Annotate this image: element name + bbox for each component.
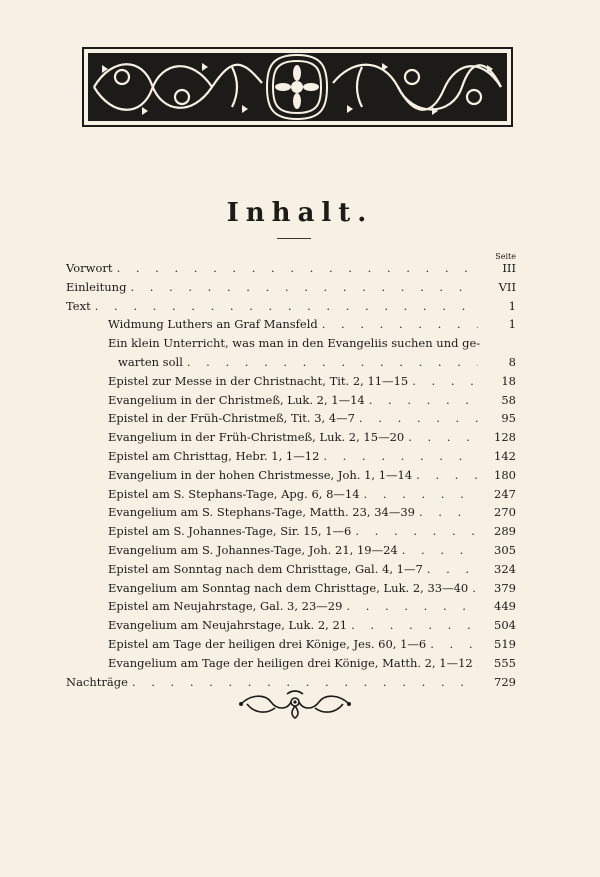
toc-entry-label: Text <box>66 298 91 313</box>
toc-entry-page-number: 58 <box>501 392 516 407</box>
toc-entry-page-number: 270 <box>494 505 516 520</box>
toc-entry-page-number: 142 <box>494 448 516 463</box>
leader-dots <box>95 297 478 316</box>
toc-entry <box>66 466 516 485</box>
toc-entry <box>66 278 516 297</box>
toc-entry-page-number: 128 <box>494 430 516 445</box>
toc-entry <box>66 409 516 428</box>
title-rule-divider <box>277 238 311 239</box>
toc-entry-page-number: 95 <box>501 411 516 426</box>
toc-entry-page-number: 449 <box>494 599 516 614</box>
toc-entry-label: Vorwort <box>66 261 113 275</box>
leader-dots <box>408 428 478 447</box>
toc-entry <box>66 635 516 654</box>
leader-dots <box>412 372 478 391</box>
toc-entry-label: Einleitung <box>66 279 127 294</box>
leader-dots <box>130 278 478 297</box>
headpiece-ornament <box>82 47 513 127</box>
leader-dots <box>402 541 478 560</box>
toc-entry <box>66 353 516 372</box>
toc-entry-page-number: 8 <box>508 354 516 369</box>
toc-entry <box>66 522 516 541</box>
toc-entry-page-number: 289 <box>494 524 516 539</box>
toc-entry <box>66 297 516 316</box>
leader-dots <box>359 409 478 428</box>
leader-dots <box>472 579 478 598</box>
toc-entry-page-number: 729 <box>494 674 516 689</box>
toc-entry <box>66 372 516 391</box>
toc-entry <box>66 447 516 466</box>
toc-entry-label: Epistel am Christtag, Hebr. 1, 1—12 <box>108 448 320 463</box>
leader-dots <box>369 391 478 410</box>
table-of-contents <box>66 259 516 691</box>
toc-entry-page-number: 555 <box>494 655 516 670</box>
toc-entry-label: Epistel am S. Johannes-Tage, Sir. 15, 1—6 <box>108 524 352 539</box>
leader-dots <box>427 560 478 579</box>
toc-entry-label: Evangelium am Tage der heiligen drei Könige, Matth. 2, 1—12 <box>108 655 473 670</box>
toc-entry-label: Epistel am Tage der heiligen drei Könige, Jes. 60, 1—6 <box>108 636 427 651</box>
toc-entry <box>66 334 516 353</box>
toc-entry <box>66 560 516 579</box>
leader-dots <box>477 654 478 673</box>
toc-entry-label: Epistel zur Messe in der Christnacht, Tit. 2, 11—15 <box>108 373 409 388</box>
toc-entry-label: Evangelium in der hohen Christmesse, Joh. 1, 1—14 <box>108 467 413 482</box>
toc-entry-page-number: 247 <box>494 486 516 501</box>
leader-dots <box>187 353 478 372</box>
toc-entry-page-number: 18 <box>501 373 516 388</box>
toc-entry-label: Evangelium am Neujahrstage, Luk. 2, 21 <box>108 618 348 633</box>
leader-dots <box>355 522 478 541</box>
toc-entry-label: Ein klein Unterricht, was man in den Evangeliis suchen und ge- <box>108 336 481 351</box>
toc-entry <box>66 391 516 410</box>
leader-dots <box>430 635 478 654</box>
toc-entry-label: warten soll <box>118 354 183 369</box>
toc-entry-page-number: 324 <box>494 561 516 576</box>
toc-entry-label: Evangelium am S. Stephans-Tage, Matth. 23, 34—39 <box>108 505 415 520</box>
page-column-header: Seite <box>495 252 516 261</box>
leader-dots <box>323 447 478 466</box>
leader-dots <box>322 315 478 334</box>
toc-entry <box>66 579 516 598</box>
toc-entry-label: Epistel am Sonntag nach dem Christtage, Gal. 4, 1—7 <box>108 561 423 576</box>
leader-dots <box>346 597 478 616</box>
toc-entry-label: Nachträge <box>66 674 128 689</box>
toc-entry-page-number: 1 <box>508 317 516 332</box>
toc-entry-label: Epistel in der Früh-Christmeß, Tit. 3, 4—7 <box>108 411 355 426</box>
toc-entry <box>66 315 516 334</box>
toc-entry-label: Epistel am Neujahrstage, Gal. 3, 23—29 <box>108 599 343 614</box>
toc-entry-page-number: 1 <box>508 298 516 313</box>
toc-entry <box>66 541 516 560</box>
toc-entry <box>66 485 516 504</box>
toc-entry-page-number: 504 <box>494 618 516 633</box>
leader-dots <box>117 259 478 278</box>
toc-entry-page-number: VII <box>498 279 516 294</box>
tailpiece-ornament <box>237 688 353 720</box>
leader-dots <box>364 485 478 504</box>
toc-entry-page-number: 305 <box>494 542 516 557</box>
toc-entry-page-number: 180 <box>494 467 516 482</box>
toc-entry <box>66 428 516 447</box>
toc-entry <box>66 616 516 635</box>
leader-dots <box>416 466 478 485</box>
page-title: Inhalt. <box>226 198 374 228</box>
toc-entry-page-number: III <box>502 261 516 275</box>
toc-entry-label: Widmung Luthers an Graf Mansfeld <box>108 317 318 332</box>
leader-dots <box>419 503 478 522</box>
toc-entry <box>66 654 516 673</box>
toc-entry-page-number: 379 <box>494 580 516 595</box>
toc-entry-label: Evangelium am Sonntag nach dem Christtage, Luk. 2, 33—40 <box>108 580 469 595</box>
toc-entry-page-number: 519 <box>494 636 516 651</box>
toc-entry-label: Evangelium in der Früh-Christmeß, Luk. 2, 15—20 <box>108 430 405 445</box>
toc-entry <box>66 597 516 616</box>
leader-dots <box>351 616 478 635</box>
toc-entry-label: Evangelium in der Christmeß, Luk. 2, 1—14 <box>108 392 365 407</box>
toc-entry-label: Evangelium am S. Johannes-Tage, Joh. 21, 19—24 <box>108 542 398 557</box>
toc-entry <box>66 259 516 278</box>
toc-entry <box>66 503 516 522</box>
toc-entry-label: Epistel am S. Stephans-Tage, Apg. 6, 8—14 <box>108 486 360 501</box>
